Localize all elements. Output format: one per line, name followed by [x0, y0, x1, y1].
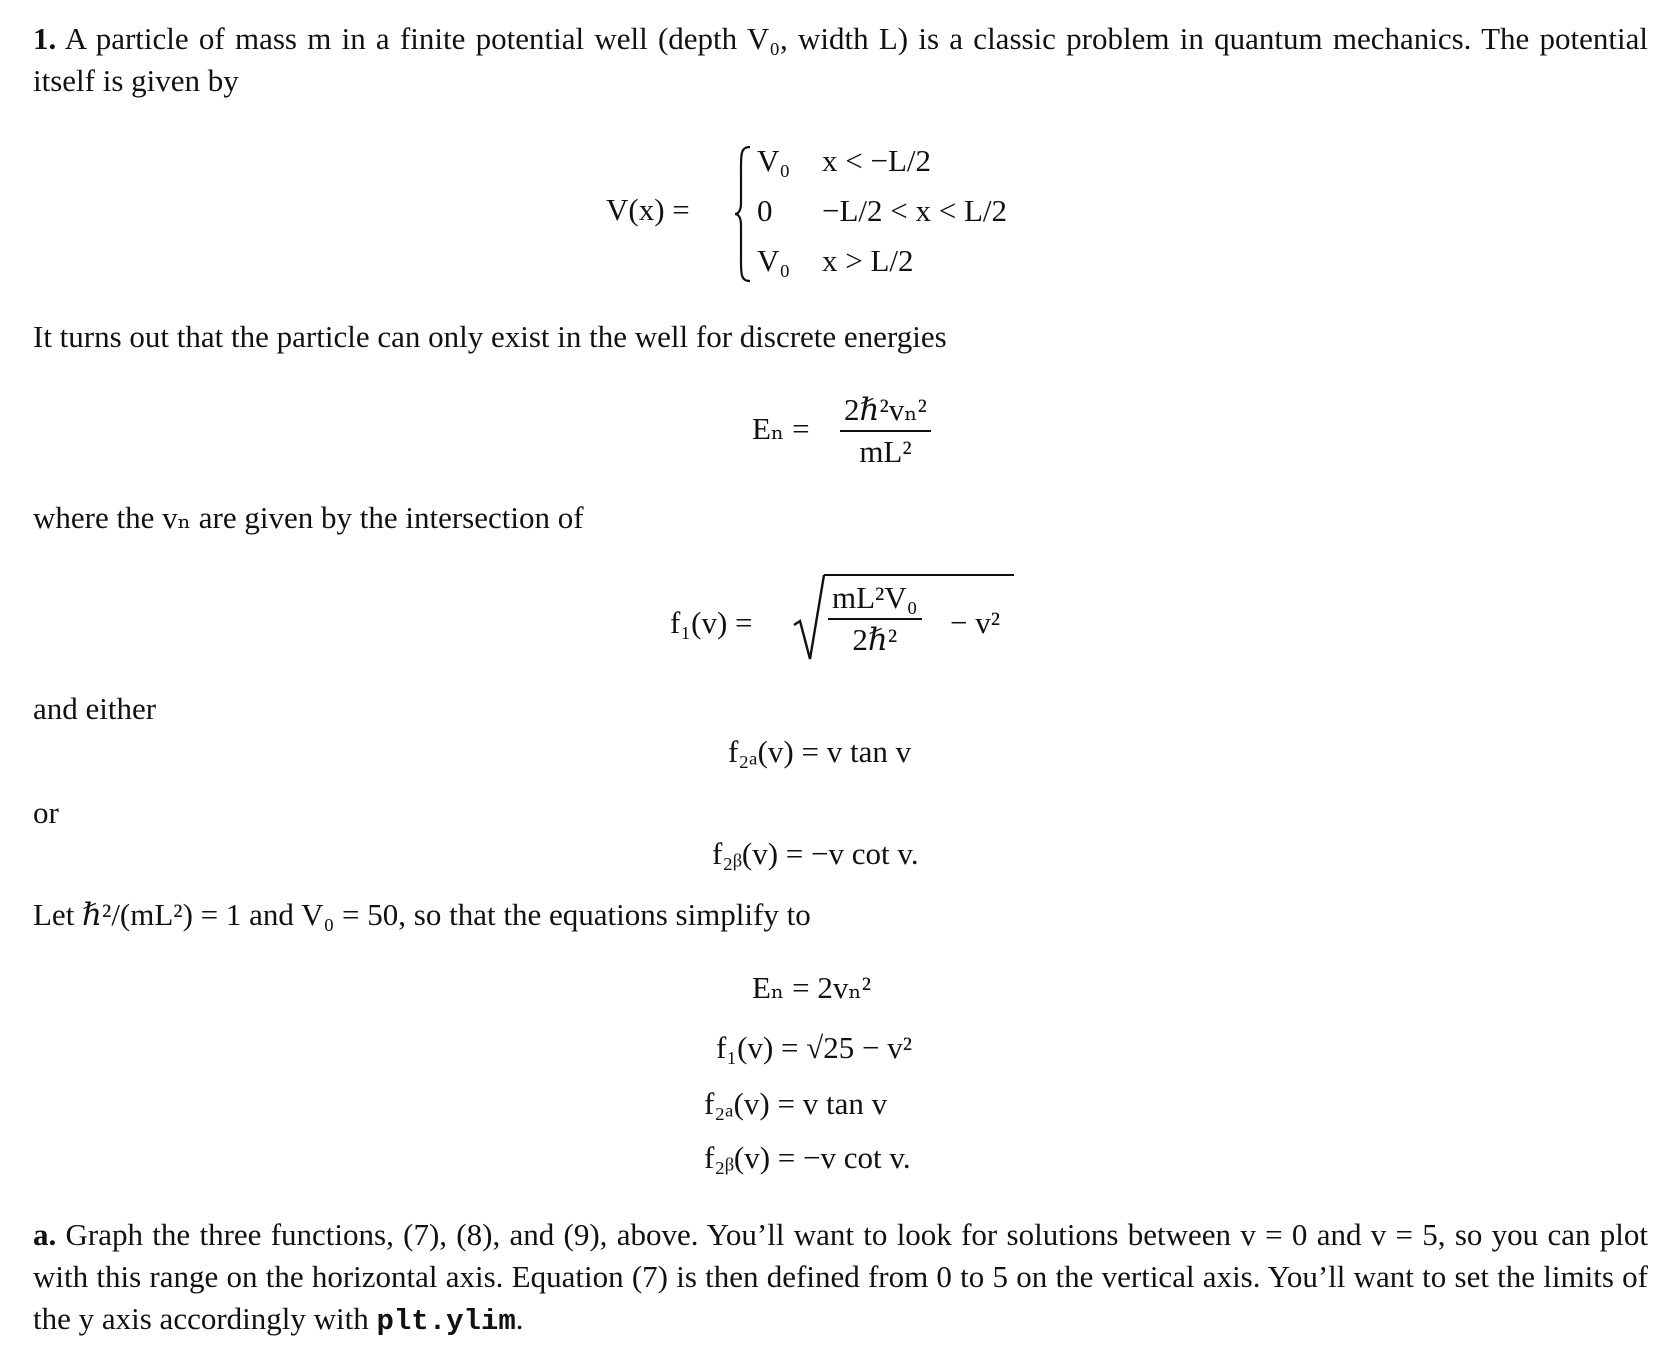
- f2b-equation: f₂ᵦ(v) = −v cot v.: [712, 836, 919, 871]
- case-3-condition: x > L/2: [822, 243, 914, 278]
- simplified-f2a: f₂ₐ(v) = v tan v: [704, 1086, 888, 1121]
- simplified-energy: Eₙ = 2vₙ²: [752, 970, 872, 1005]
- f1-denominator: 2ℏ²: [828, 618, 922, 660]
- case-2-value: 0: [757, 193, 773, 228]
- f1-tail: − v²: [950, 605, 1001, 640]
- f2a-equation: f₂ₐ(v) = v tan v: [728, 734, 912, 769]
- case-1-value: V₀: [757, 143, 791, 178]
- simplified-f2b: f₂ᵦ(v) = −v cot v.: [704, 1140, 911, 1175]
- energy-lhs: Eₙ =: [752, 411, 810, 446]
- part-a-paragraph: [33, 1214, 1648, 1343]
- sqrt-overline: [824, 574, 1014, 576]
- simplified-f1: f₁(v) = √25 − v²: [716, 1030, 913, 1065]
- intro-paragraph: [33, 18, 1648, 102]
- f1-lhs: f₁(v) =: [670, 605, 753, 640]
- energy-denominator: mL²: [840, 430, 931, 472]
- or-label: or: [33, 795, 59, 830]
- energy-numerator: 2ℏ²vₙ²: [844, 392, 927, 427]
- part-a-text: Graph the three functions, (7), (8), and (9), above. You’ll want to look for solutions between v = 0 and v = 5, so you can plot with this range on the horizontal axis. Equation (7) is then defined from 0 to 5 on the vertical axis. You’ll want to set the limits of the y axis accordingly with: [33, 1217, 1649, 1336]
- case-2-condition: −L/2 < x < L/2: [822, 193, 1008, 228]
- part-a-label: a.: [33, 1217, 57, 1252]
- problem-number: 1.: [33, 21, 57, 56]
- case-1-condition: x < −L/2: [822, 143, 932, 178]
- part-a-code: plt.ylim: [376, 1305, 516, 1338]
- sqrt-sign: [792, 573, 826, 663]
- f1-fraction: [828, 578, 922, 660]
- piecewise-brace: [734, 145, 752, 283]
- either-label: and either: [33, 691, 157, 726]
- potential-lhs: V(x) =: [606, 192, 690, 227]
- case-3-value: V₀: [757, 243, 791, 278]
- simplify-paragraph: Let ℏ²/(mL²) = 1 and V₀ = 50, so that the equations simplify to: [33, 897, 811, 932]
- part-a-end: .: [515, 1301, 524, 1336]
- intersection-paragraph: where the vₙ are given by the intersection of: [33, 500, 584, 535]
- intro-text: A particle of mass m in a finite potential well (depth V₀, width L) is a classic problem in quantum mechanics. The potential itself is given by: [33, 21, 1649, 98]
- energies-paragraph: It turns out that the particle can only exist in the well for discrete energies: [33, 319, 947, 354]
- f1-numerator: mL²V₀: [832, 580, 918, 615]
- energy-fraction: [840, 390, 931, 472]
